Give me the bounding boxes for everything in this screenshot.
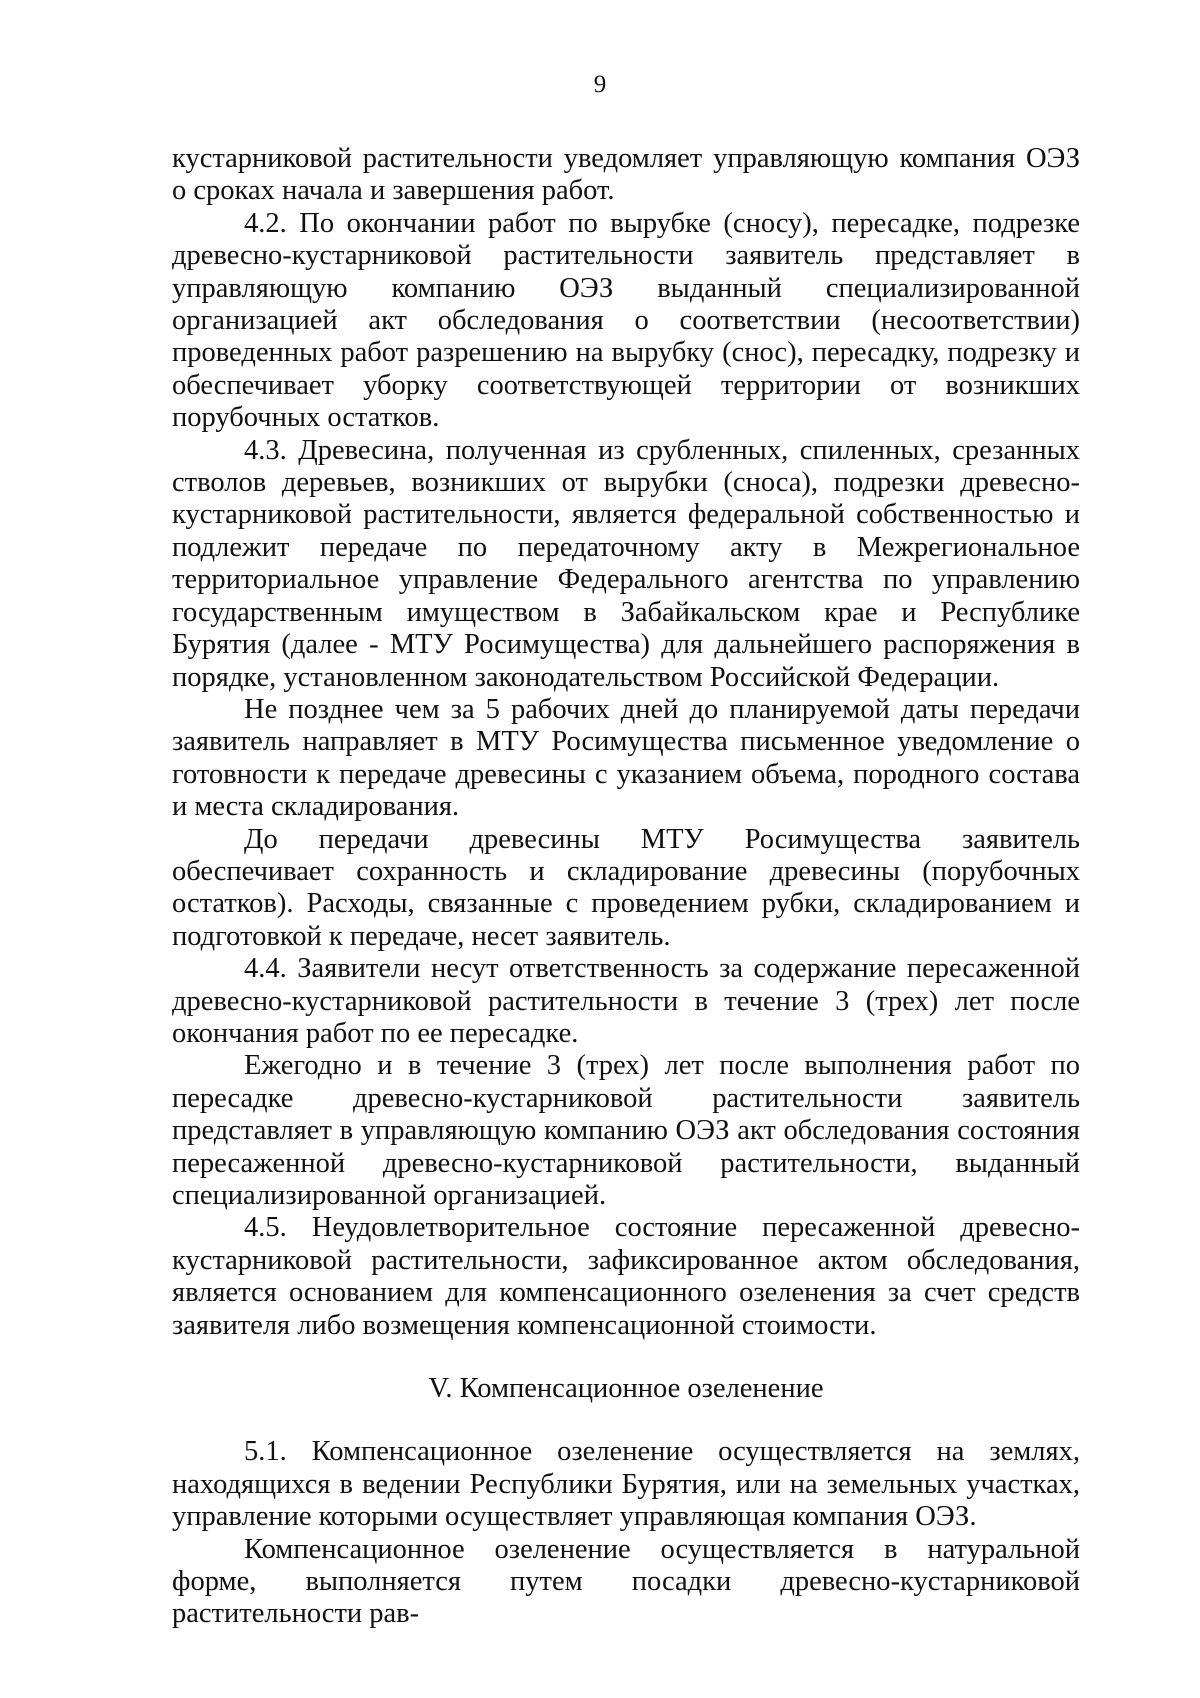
paragraph: Не позднее чем за 5 рабочих дней до планируемой даты передачи заявитель направляет в МТУ Росимущества письменное уведомление о готовности к передаче древесины с указанием объема, породного состава и места складирования. bbox=[172, 693, 1080, 823]
paragraph: кустарниковой растительности уведомляет управляющую компания ОЭЗ о сроках начала и завершения работ. bbox=[172, 143, 1080, 207]
paragraph-4-2: 4.2. По окончании работ по вырубке (сносу), пересадке, подрезке древесно-кустарниковой растительности заявитель представляет в управляющую компанию ОЭЗ выданный специализированной организацией акт обследования о соответствии (несоответствии) проведенных работ разрешению на вырубку (снос), пересадку, подрезку и обеспечивает уборку соответствующей территории от возникших порубочных остатков. bbox=[172, 207, 1080, 434]
page-number: 9 bbox=[593, 71, 607, 98]
paragraph: До передачи древесины МТУ Росимущества заявитель обеспечивает сохранность и складирование древесины (порубочных остатков). Расходы, связанные с проведением рубки, складированием и подготовкой к передаче, несет заявитель. bbox=[172, 823, 1080, 952]
paragraph: Компенсационное озеленение осуществляется в натуральной форме, выполняется путем посадки древесно-кустарниковой растительности рав- bbox=[172, 1533, 1080, 1630]
paragraph: Ежегодно и в течение 3 (трех) лет после выполнения работ по пересадке древесно-кустарниковой растительности заявитель представляет в управляющую компанию ОЭЗ акт обследования состояния пересаженной древесно-кустарниковой растительности, выданный специализированной организацией. bbox=[172, 1050, 1080, 1211]
paragraph-4-4: 4.4. Заявители несут ответственность за содержание пересаженной древесно-кустарниковой растительности в течение 3 (трех) лет после окончания работ по ее пересадке. bbox=[172, 953, 1080, 1049]
paragraph-4-3: 4.3. Древесина, полученная из срубленных, спиленных, срезанных стволов деревьев, возникших от вырубки (сноса), подрезки древесно-кустарниковой растительности, является федеральной собственностью и подлежит передаче по передаточному акту в Межрегиональное территориальное управление Федерального агентства по управлению государственным имуществом в Забайкальском крае и Республике Бурятия (далее - МТУ Росимущества) для дальнейшего распоряжения в порядке, установленном законодательством Российской Федерации. bbox=[172, 434, 1080, 693]
paragraph-5-1: 5.1. Компенсационное озеленение осуществляется на землях, находящихся в ведении Республики Бурятия, или на земельных участках, управление которыми осуществляет управляющая компания ОЭЗ. bbox=[172, 1436, 1080, 1533]
document-body bbox=[172, 143, 1080, 1631]
section-heading: V. Компенсационное озеленение bbox=[428, 1373, 824, 1405]
paragraph-4-5: 4.5. Неудовлетворительное состояние пересаженной древесно-кустарниковой растительности, зафиксированное актом обследования, является основанием для компенсационного озеленения за счет средств заявителя либо возмещения компенсационной стоимости. bbox=[172, 1212, 1080, 1341]
